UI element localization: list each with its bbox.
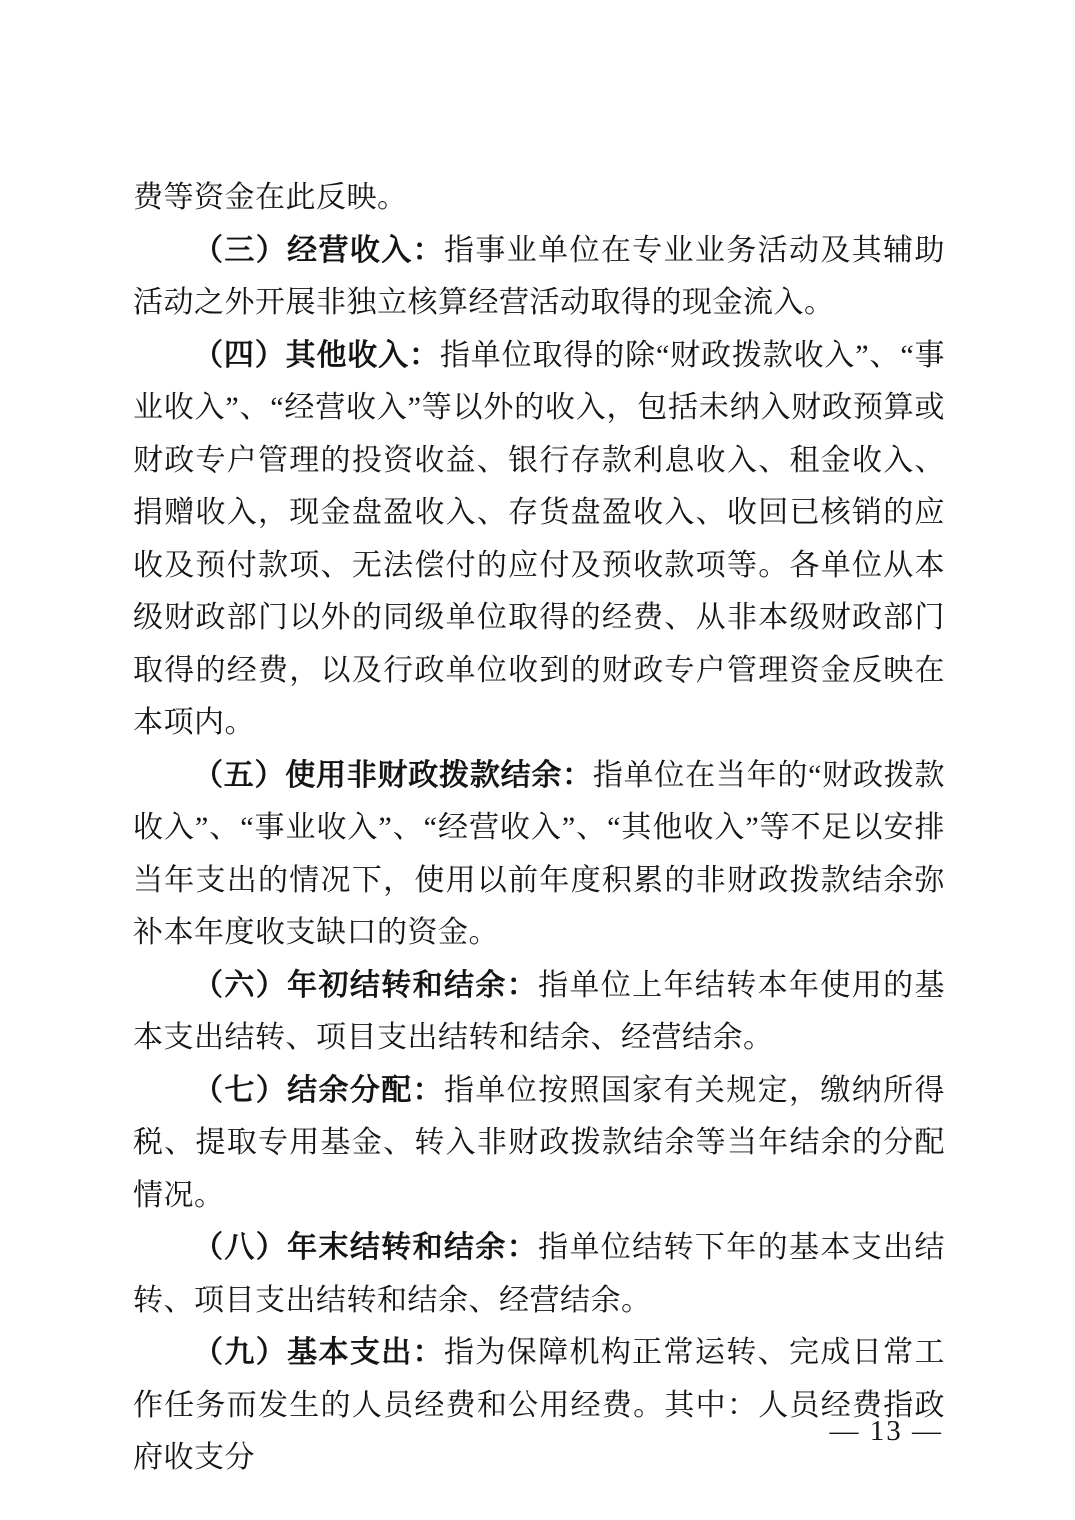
paragraph-text: 费等资金在此反映。 [133,181,408,214]
paragraph-lead: （九）基本支出： [193,1336,444,1369]
paragraph-lead: （三）经营收入： [193,233,444,267]
paragraph [133,172,945,225]
paragraph-text: 指单位在当年的“财政拨款收入”、“事业收入”、“经营收入”、“其他收入”等不足以安排当年支出的情况下，使用以前年度积累的非财政拨款结余弥补本年度收支缺口的资金。 [133,758,945,949]
paragraph-text: 指单位按照国家有关规定，缴纳所得税、提取专用基金、转入非财政拨款结余等当年结余的分配情况。 [133,1073,946,1212]
paragraph-lead: （五）使用非财政拨款结余： [193,758,593,792]
paragraph [133,750,945,960]
paragraph-text: 指事业单位在专业业务活动及其辅助活动之外开展非独立核算经营活动取得的现金流入。 [133,233,946,319]
paragraph [133,960,945,1065]
page-number: — 13 — [829,1415,943,1447]
paragraph-lead: （八）年末结转和结余： [193,1231,539,1264]
paragraph-lead: （六）年初结转和结余： [193,968,539,1002]
paragraph-text: 指单位取得的除“财政拨款收入”、“事业收入”、“经营收入”等以外的收入，包括未纳入财政预算或财政专户管理的投资收益、银行存款利息收入、租金收入、捐赠收入，现金盘盈收入、存货盘盈收入、收回已核销的应收及预付款项、无法偿付的应付及预收款项等。各单位从本级财政部门以外的同级单位取得的经费、从非本级财政部门取得的经费，以及行政单位收到的财政专户管理资金反映在本项内。 [133,338,946,739]
document-body [133,172,945,1485]
paragraph [133,225,945,330]
paragraph-text: 指单位结转下年的基本支出结转、项目支出结转和结余、经营结余。 [133,1231,946,1317]
paragraph-lead: （七）结余分配： [193,1073,444,1107]
paragraph-text: 指为保障机构正常运转、完成日常工作任务而发生的人员经费和公用经费。其中：人员经费指政府收支分 [133,1336,946,1474]
paragraph [133,1222,945,1327]
paragraph-text: 指单位上年结转本年使用的基本支出结转、项目支出结转和结余、经营结余。 [133,968,946,1054]
paragraph [133,1327,945,1485]
paragraph [133,330,945,750]
paragraph [133,1065,945,1223]
paragraph-lead: （四）其他收入： [193,338,440,372]
